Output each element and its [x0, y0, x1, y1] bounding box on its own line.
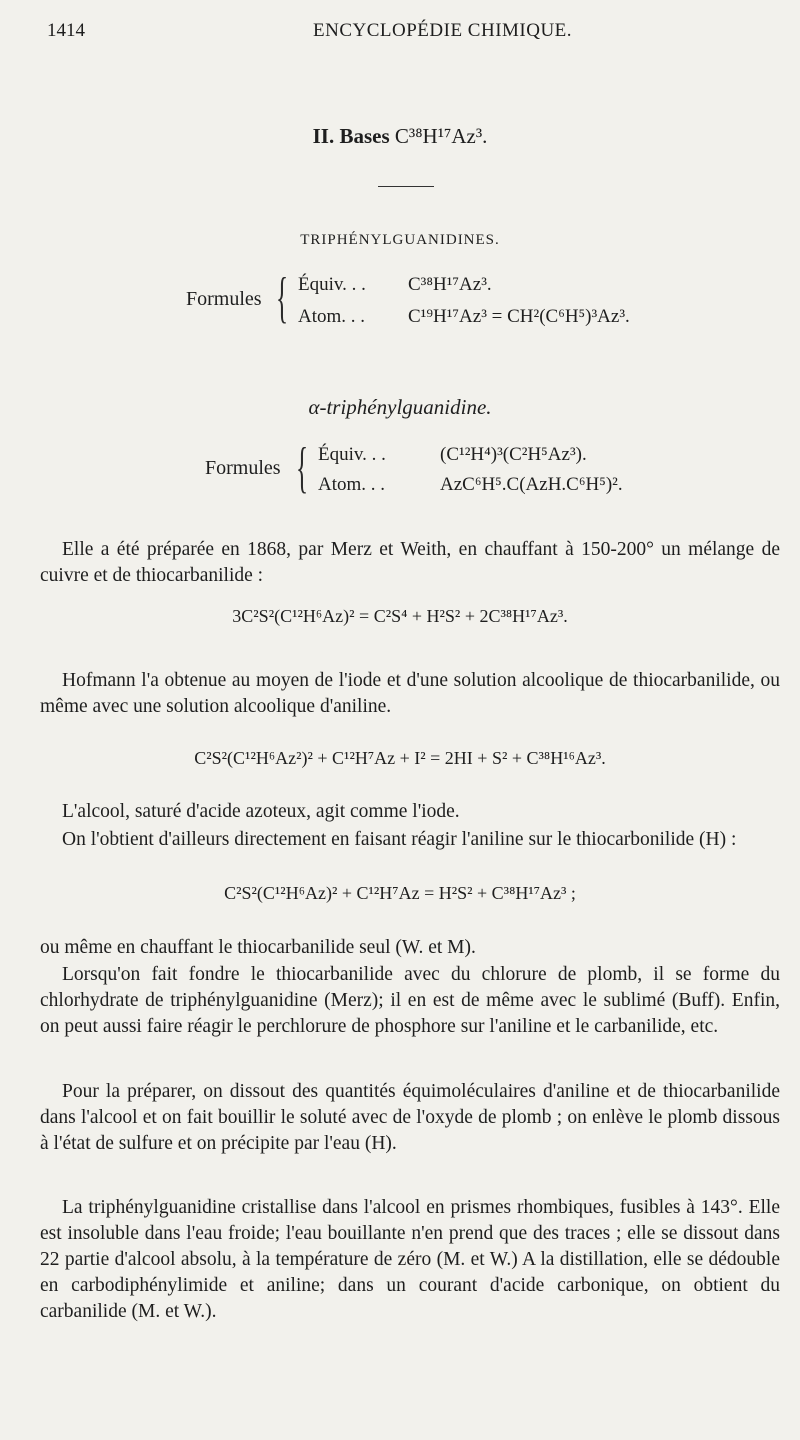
formula-1-row2-value: C¹⁹H¹⁷Az³ = CH²(C⁶H⁵)³Az³. — [408, 306, 630, 327]
formula-1-row2-name: Atom. . . — [298, 306, 366, 327]
section-number: II. — [312, 124, 335, 148]
formulas-label-1: Formules — [186, 288, 262, 310]
formula-1-row1-value: C³⁸H¹⁷Az³. — [408, 274, 492, 295]
equation-2: C²S²(C¹²H⁶Az²)² + C¹²H⁷Az + I² = 2HI + S² + C³⁸H¹⁶Az³. — [194, 748, 606, 768]
paragraph-preparation-method: Pour la préparer, on dissout des quantités équimoléculaires d'aniline et de thiocarbanilide dans l'alcool et on fait bouillir le soluté avec de l'oxyde de plomb ; on enlève le plomb dissous à l'état de sulfure et on précipite par l'eau (H). — [40, 1081, 780, 1154]
heading-divider — [378, 186, 434, 187]
section-heading — [0, 124, 800, 149]
formula-1-row1-name: Équiv. . . — [298, 274, 366, 295]
paragraph-heating: ou même en chauffant le thiocarbanilide seul (W. et M). — [40, 937, 476, 958]
brace-2: { — [296, 437, 309, 499]
section-formula: C³⁸H¹⁷Az³. — [394, 124, 488, 148]
formula-2-row1-value: (C¹²H⁴)³(C²H⁵Az³). — [440, 444, 587, 465]
compound-title: α-triphénylguanidine. — [308, 395, 492, 419]
brace-1: { — [276, 267, 289, 329]
paragraph-direct: On l'obtient d'ailleurs directement en faisant réagir l'aniline sur le thiocarbonilide (H) : — [62, 829, 737, 850]
formula-2-row2-value: AzC⁶H⁵.C(AzH.C⁶H⁵)². — [440, 474, 623, 495]
equation-1: 3C²S²(C¹²H⁶Az)² = C²S⁴ + H²S² + 2C³⁸H¹⁷Az³. — [232, 606, 568, 626]
running-title: ENCYCLOPÉDIE CHIMIQUE. — [313, 20, 573, 41]
page-number: 1414 — [47, 20, 85, 41]
paragraph-hofmann: Hofmann l'a obtenue au moyen de l'iode et d'une solution alcoolique de thiocarbanilide, ou même avec une solution alcoolique d'aniline. — [40, 670, 780, 717]
paragraph-alcohol: L'alcool, saturé d'acide azoteux, agit comme l'iode. — [62, 801, 460, 822]
equation-3: C²S²(C¹²H⁶Az)² + C¹²H⁷Az = H²S² + C³⁸H¹⁷Az³ ; — [224, 883, 576, 903]
paragraph-preparation: Elle a été préparée en 1868, par Merz et Weith, en chauffant à 150-200° un mélange de cuivre et de thiocarbanilide : — [40, 539, 780, 586]
paragraph-lead-chloride: Lorsqu'on fait fondre le thiocarbanilide avec du chlorure de plomb, il se forme du chlorhydrate de triphénylguanidine (Merz); il en est de même avec le sublimé (Buff). Enfin, on peut aussi faire réagir le perchlorure de phosphore sur l'aniline et le carbanilide, etc. — [40, 964, 780, 1037]
formula-2-row2-name: Atom. . . — [318, 474, 386, 495]
paragraph-properties: La triphénylguanidine cristallise dans l'alcool en prismes rhombiques, fusibles à 143°. Elle est insoluble dans l'eau froide; l'eau bouillante n'en prend que des traces ; elle se dissout dans 22 partie d'alcool absolu, à la température de zéro (M. et W.) A la distillation, elle se dédouble en carbodiphénylimide et aniline; dans un courant d'acide carbonique, on obtient du carbanilide (M. et W.). — [40, 1197, 780, 1322]
subsection-heading: TRIPHÉNYLGUANIDINES. — [300, 232, 500, 248]
formula-2-row1-name: Équiv. . . — [318, 444, 386, 465]
section-name: Bases — [339, 124, 390, 148]
formulas-label-2: Formules — [205, 457, 281, 479]
